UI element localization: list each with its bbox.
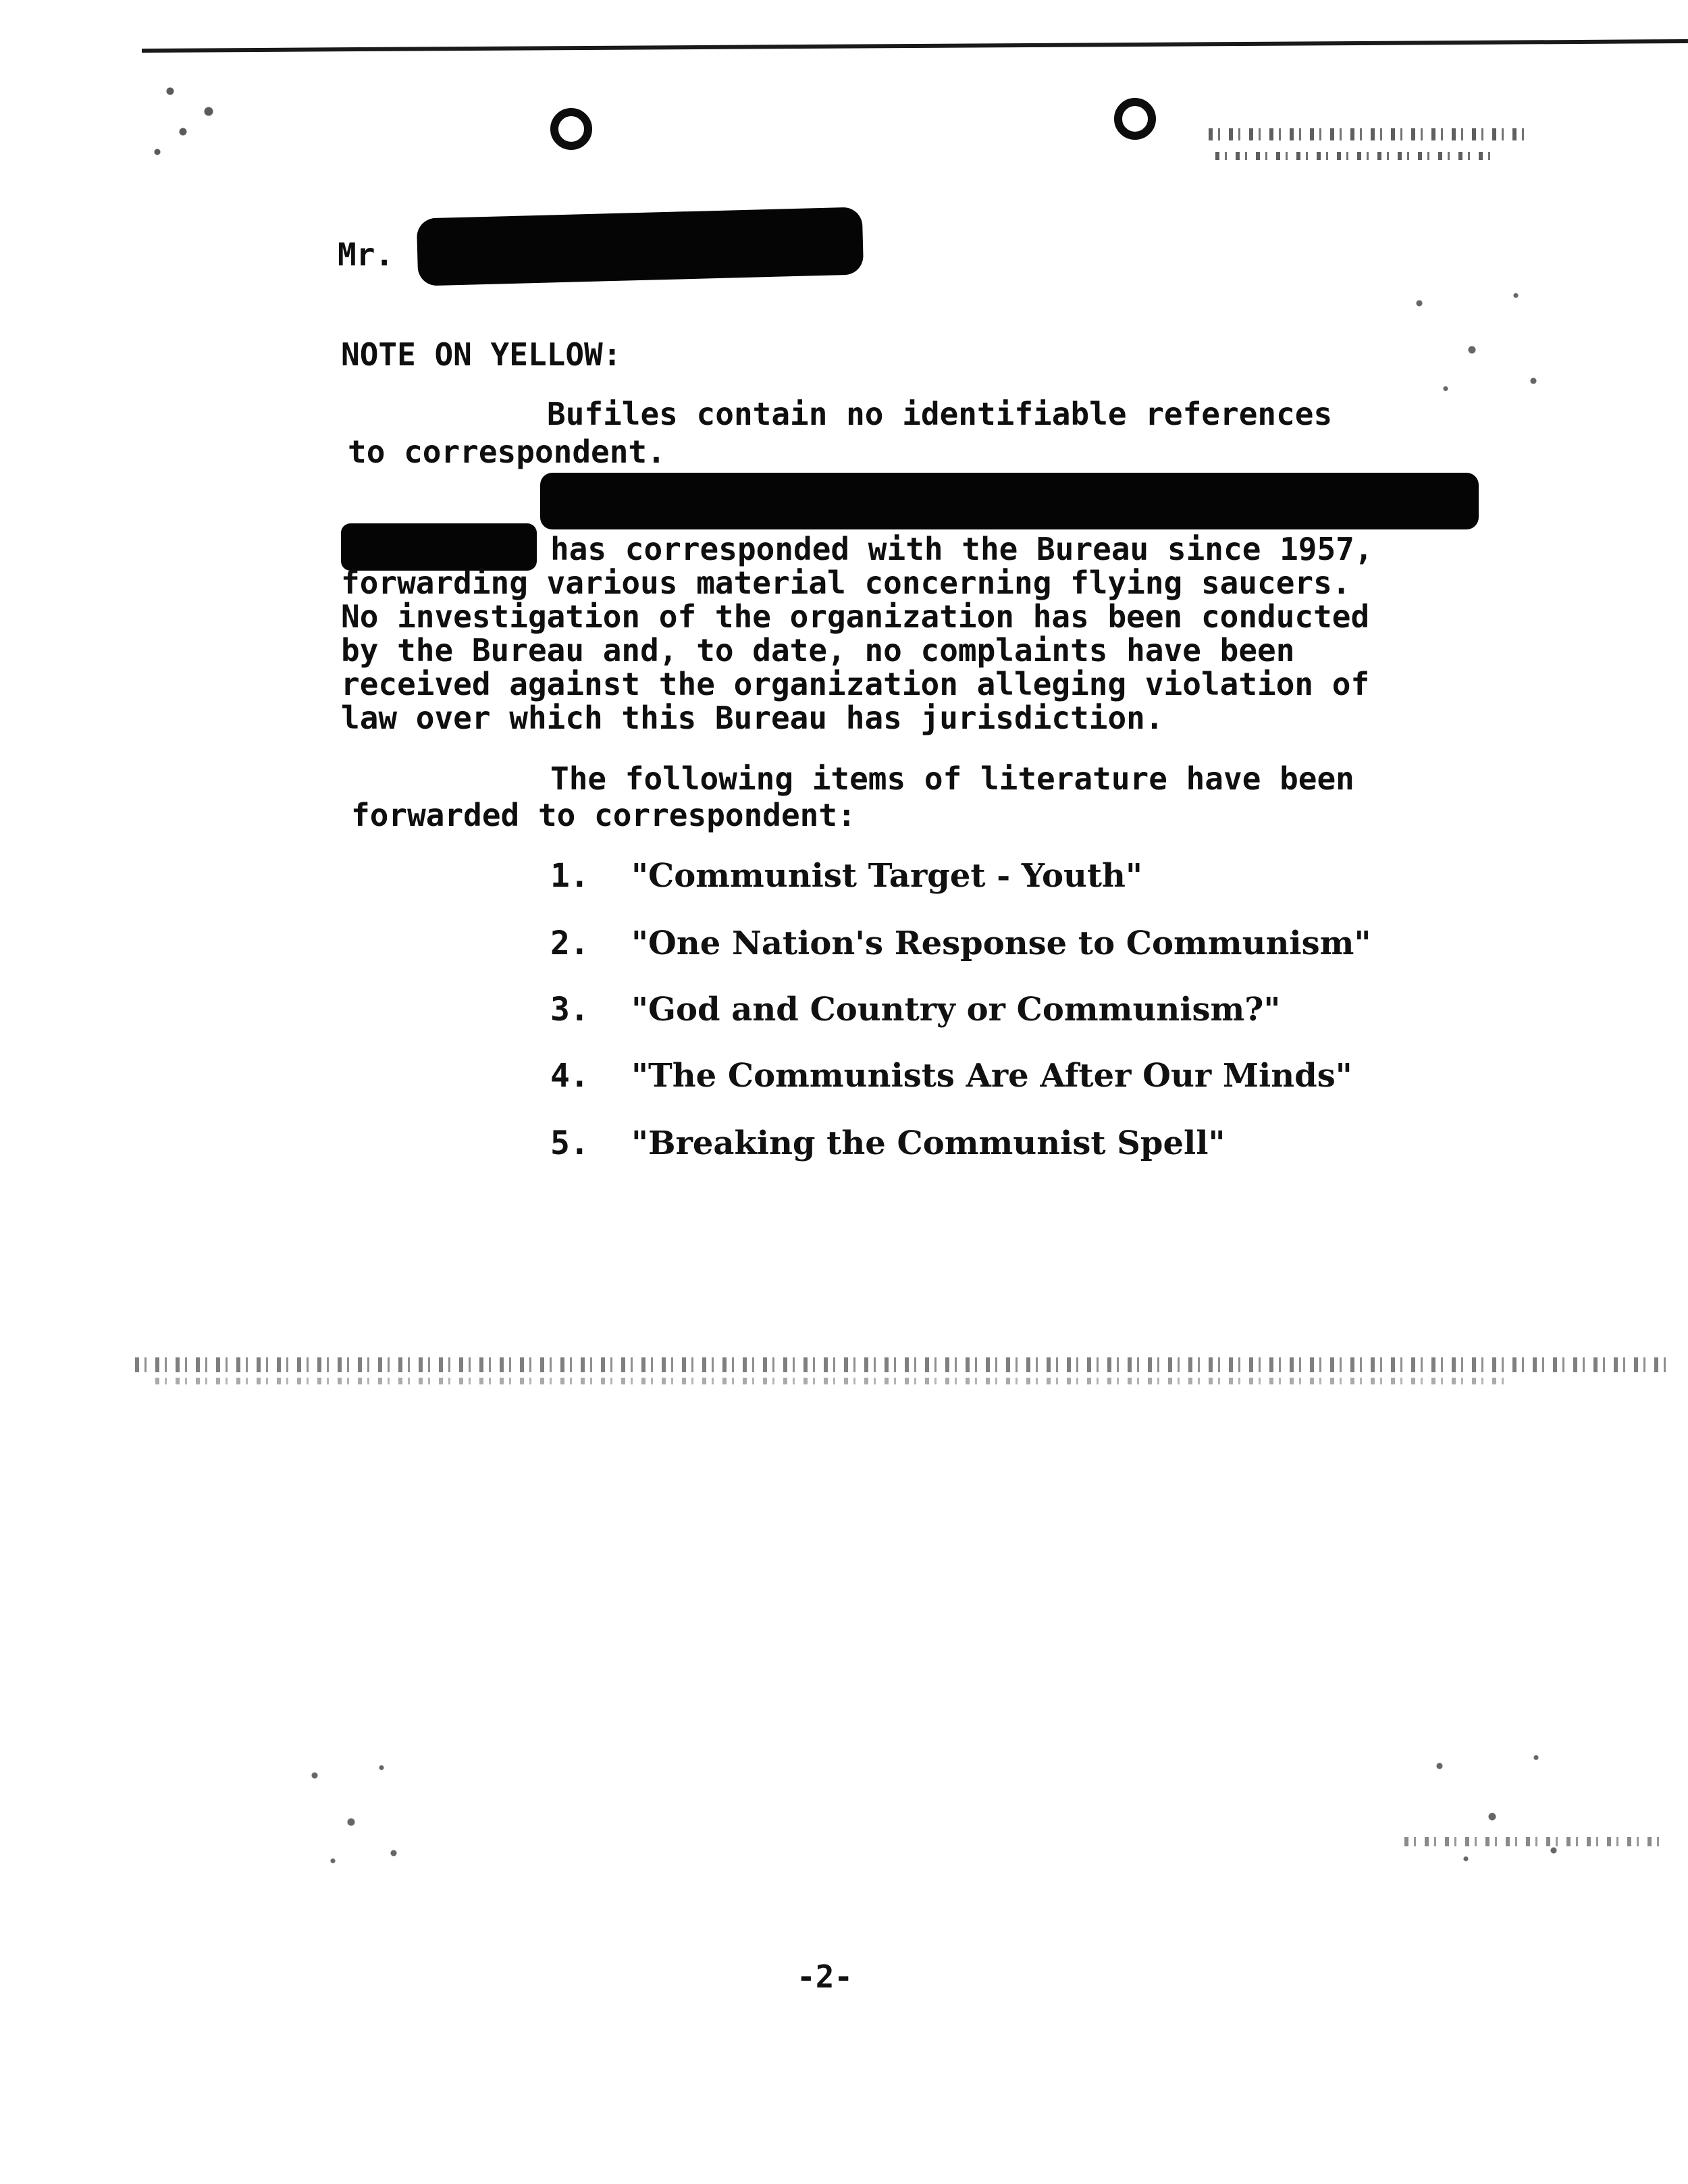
redacted-name [417,207,864,286]
list-item-title: "Communist Target - Youth" [631,857,1142,895]
redacted-line [540,473,1479,529]
paragraph-2-line-3: No investigation of the organization has been conducted [341,598,1370,635]
paragraph-3-line-2: forwarded to correspondent: [351,797,856,833]
list-item-number: 2. [550,925,589,962]
paragraph-2-line-1: has corresponded with the Bureau since 1957, [550,531,1373,567]
scan-top-rule [142,39,1688,53]
list-item-number: 4. [550,1057,589,1095]
paragraph-2-line-6: law over which this Bureau has jurisdiction. [341,700,1164,736]
scan-smudge [1404,1837,1661,1846]
bufiles-line-2: to correspondent. [348,434,666,470]
list-item-number: 3. [550,991,589,1029]
scan-corner-mark [132,61,260,162]
list-item-title: "One Nation's Response to Communism" [631,925,1371,962]
punch-hole-right [1114,98,1156,140]
scan-smudge [1209,128,1533,140]
scan-specks [290,1729,412,1884]
scan-fold-line [155,1378,1506,1384]
scan-specks [1384,257,1560,412]
salutation: Mr. [338,236,394,273]
scan-smudge [1215,152,1499,160]
redacted-name [341,523,537,571]
list-item-number: 1. [550,857,589,895]
scan-specks [1404,1715,1580,1884]
list-item-title: "The Communists Are After Our Minds" [631,1057,1352,1095]
list-item-title: "God and Country or Communism?" [631,991,1281,1029]
bufiles-line-1: Bufiles contain no identifiable references [547,396,1333,432]
paragraph-2-line-5: received against the organization alleging violation of [341,666,1370,702]
list-item-number: 5. [550,1124,589,1162]
list-item-title: "Breaking the Communist Spell" [631,1124,1225,1162]
page-number: -2- [797,1958,853,1995]
paragraph-2-line-4: by the Bureau and, to date, no complaints have been [341,632,1295,669]
scan-fold-line [135,1357,1668,1372]
paragraph-2-line-2: forwarding various material concerning flying saucers. [341,565,1351,601]
note-heading: NOTE ON YELLOW: [341,336,622,373]
punch-hole-left [550,108,592,150]
paragraph-3-line-1: The following items of literature have been [550,760,1354,797]
